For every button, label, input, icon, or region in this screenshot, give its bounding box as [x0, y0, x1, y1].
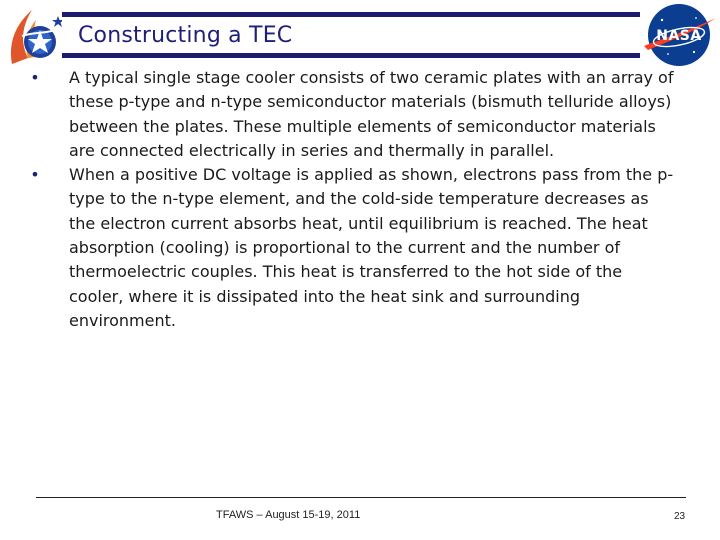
bullet-icon: •	[30, 165, 40, 185]
tfaws-logo-icon	[2, 2, 70, 70]
bullet-text: A typical single stage cooler consists of two ceramic plates with an array of these p-type and n-type semiconductor materials (bismuth telluride alloys) between the plates. These multiple elements of semiconductor materials are connected electrically in series and thermally in parallel.	[69, 68, 674, 160]
nasa-wordmark: NASA	[656, 28, 702, 44]
footer-divider	[36, 497, 686, 498]
page-number: 23	[674, 511, 686, 522]
nasa-meatball-logo-icon	[638, 0, 720, 70]
footer-event: TFAWS – August 15-19, 2011	[216, 509, 361, 521]
list-item	[28, 163, 678, 333]
title-bar	[62, 12, 640, 58]
slide-title: Constructing a TEC	[78, 23, 293, 48]
list-item	[28, 66, 678, 163]
bullet-list	[28, 66, 678, 333]
bullet-text: When a positive DC voltage is applied as shown, electrons pass from the p-type to the n-type element, and the cold-side temperature decreases as the electron current absorbs heat, until equilibrium is reached. The heat absorption (cooling) is proportional to the current and the number of thermoelectric couples. This heat is transferred to the hot side of the cooler, where it is dissipated into the heat sink and surrounding environment.	[69, 165, 674, 330]
bullet-icon: •	[30, 68, 40, 87]
